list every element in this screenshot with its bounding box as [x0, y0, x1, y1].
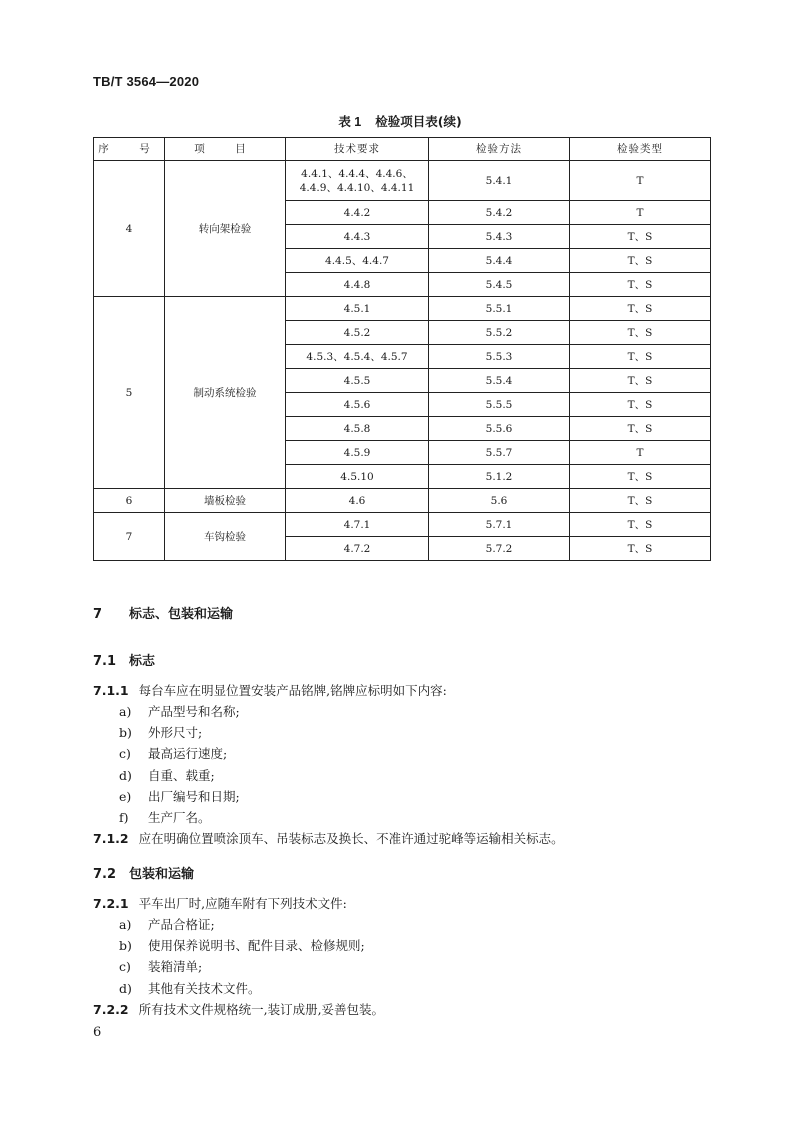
clause-number: 7.1.1: [93, 683, 129, 698]
cell-requirement: 4.4.2: [286, 201, 429, 225]
cell-requirement: 4.4.8: [286, 273, 429, 297]
cell-group-no: 5: [94, 297, 165, 489]
standard-code: TB/T 3564—2020: [93, 74, 200, 89]
cell-requirement: 4.5.8: [286, 417, 429, 441]
page-number: 6: [93, 1025, 102, 1040]
list-item-text: 产品型号和名称;: [148, 704, 240, 719]
cell-requirement: 4.4.5、4.4.7: [286, 249, 429, 273]
cell-requirement: 4.5.5: [286, 369, 429, 393]
table-body: [94, 161, 711, 561]
list-item: [119, 766, 215, 784]
list-item-label: c): [119, 746, 131, 762]
list-item: [119, 744, 227, 762]
cell-type: T、S: [570, 489, 711, 513]
column-header-no: 序 号: [94, 138, 165, 161]
cell-type: T、S: [570, 273, 711, 297]
cell-requirement: 4.5.3、4.5.4、4.5.7: [286, 345, 429, 369]
list-item-text: 最高运行速度;: [148, 746, 228, 762]
list-item-label: e): [119, 788, 132, 804]
section-number: 7.1: [93, 654, 117, 669]
table-header-row: [94, 138, 711, 161]
list-item-label: a): [119, 917, 132, 932]
cell-requirement: 4.5.6: [286, 393, 429, 417]
list-item: [119, 702, 240, 720]
section-title: 包装和运输: [129, 867, 195, 882]
cell-type: T、S: [570, 417, 711, 441]
cell-type: T、S: [570, 321, 711, 345]
list-item: [119, 936, 365, 954]
clause-7-1-2: [93, 829, 564, 847]
cell-method: 5.1.2: [429, 465, 570, 489]
cell-type: T、S: [570, 345, 711, 369]
clause-number: 7.1.2: [93, 831, 129, 846]
cell-requirement: 4.7.2: [286, 537, 429, 561]
list-item-text: 出厂编号和日期;: [148, 788, 240, 804]
clause-text: 每台车应在明显位置安装产品铭牌,铭牌应标明如下内容:: [138, 683, 447, 698]
cell-requirement: 4.5.10: [286, 465, 429, 489]
cell-type: T、S: [570, 465, 711, 489]
cell-requirement: 4.7.1: [286, 513, 429, 537]
section-7-2-heading: [93, 863, 194, 882]
list-item: [119, 808, 211, 826]
cell-method: 5.4.1: [429, 161, 570, 201]
clause-7-2-2: [93, 1000, 384, 1018]
cell-requirement: 4.6: [286, 489, 429, 513]
list-item-label: c): [119, 959, 131, 975]
cell-method: 5.5.3: [429, 345, 570, 369]
cell-method: 5.5.2: [429, 321, 570, 345]
cell-type: T、S: [570, 369, 711, 393]
cell-type: T、S: [570, 297, 711, 321]
clause-text: 所有技术文件规格统一,装订成册,妥善包装。: [138, 1002, 385, 1017]
cell-type: T、S: [570, 225, 711, 249]
clause-7-1-1: [93, 681, 447, 699]
cell-type: T、S: [570, 537, 711, 561]
list-item-text: 其他有关技术文件。: [148, 980, 261, 996]
cell-method: 5.5.6: [429, 417, 570, 441]
section-7-1-heading: [93, 650, 155, 669]
cell-method: 5.7.1: [429, 513, 570, 537]
section-number: 7.2: [93, 867, 117, 882]
table-row: [94, 161, 711, 201]
table-row: [94, 297, 711, 321]
clause-number: 7.2.2: [93, 1002, 129, 1017]
clause-text: 平车出厂时,应随车附有下列技术文件:: [138, 896, 347, 911]
cell-group-no: 4: [94, 161, 165, 297]
list-item: [119, 723, 202, 741]
table-caption: [0, 112, 800, 130]
cell-group-item: 转向架检验: [165, 161, 286, 297]
cell-type: T: [570, 161, 711, 201]
table-caption-number: 表 1: [338, 115, 362, 129]
cell-method: 5.4.3: [429, 225, 570, 249]
cell-method: 5.4.2: [429, 201, 570, 225]
cell-type: T、S: [570, 393, 711, 417]
clause-7-2-1: [93, 894, 347, 912]
list-item-label: b): [119, 938, 132, 954]
list-item-label: d): [119, 767, 132, 783]
list-item-label: d): [119, 980, 132, 996]
list-item-label: f): [119, 810, 129, 825]
cell-group-no: 6: [94, 489, 165, 513]
list-item-text: 生产厂名。: [148, 810, 211, 825]
cell-method: 5.5.4: [429, 369, 570, 393]
list-item-text: 产品合格证;: [148, 917, 215, 932]
column-header-item: 项 目: [165, 138, 286, 161]
inspection-items-table: [93, 137, 711, 561]
cell-method: 5.5.5: [429, 393, 570, 417]
column-header-method: 检验方法: [429, 138, 570, 161]
cell-requirement: 4.5.9: [286, 441, 429, 465]
list-item-label: a): [119, 704, 132, 719]
list-item: [119, 957, 202, 975]
table-row: [94, 489, 711, 513]
section-number: 7: [93, 607, 103, 622]
cell-group-item: 车钩检验: [165, 513, 286, 561]
list-item-text: 外形尺寸;: [148, 725, 203, 741]
cell-group-item: 制动系统检验: [165, 297, 286, 489]
cell-method: 5.4.5: [429, 273, 570, 297]
list-item-text: 装箱清单;: [148, 959, 203, 975]
section-title: 标志: [129, 654, 156, 669]
list-item-label: b): [119, 725, 132, 741]
cell-requirement: 4.4.3: [286, 225, 429, 249]
list-item: [119, 787, 240, 805]
table-row: [94, 513, 711, 537]
list-item: [119, 979, 261, 997]
list-item-text: 自重、载重;: [148, 767, 215, 783]
cell-requirement: 4.5.2: [286, 321, 429, 345]
cell-method: 5.6: [429, 489, 570, 513]
clause-text: 应在明确位置喷涂顶车、吊装标志及换长、不准许通过驼峰等运输相关标志。: [138, 831, 564, 846]
section-title: 标志、包装和运输: [129, 607, 234, 622]
list-item: [119, 915, 215, 933]
cell-type: T: [570, 441, 711, 465]
list-item-text: 使用保养说明书、配件目录、检修规则;: [148, 938, 365, 954]
cell-method: 5.4.4: [429, 249, 570, 273]
table-caption-title: 检验项目表(续): [375, 114, 462, 129]
column-header-type: 检验类型: [570, 138, 711, 161]
clause-number: 7.2.1: [93, 896, 129, 911]
cell-type: T、S: [570, 249, 711, 273]
cell-group-no: 7: [94, 513, 165, 561]
cell-method: 5.7.2: [429, 537, 570, 561]
cell-type: T、S: [570, 513, 711, 537]
cell-method: 5.5.1: [429, 297, 570, 321]
cell-requirement: 4.4.1、4.4.4、4.4.6、 4.4.9、4.4.10、4.4.11: [286, 161, 429, 201]
column-header-requirement: 技术要求: [286, 138, 429, 161]
section-7-heading: [93, 603, 233, 622]
cell-type: T: [570, 201, 711, 225]
cell-method: 5.5.7: [429, 441, 570, 465]
cell-group-item: 墙板检验: [165, 489, 286, 513]
cell-requirement: 4.5.1: [286, 297, 429, 321]
